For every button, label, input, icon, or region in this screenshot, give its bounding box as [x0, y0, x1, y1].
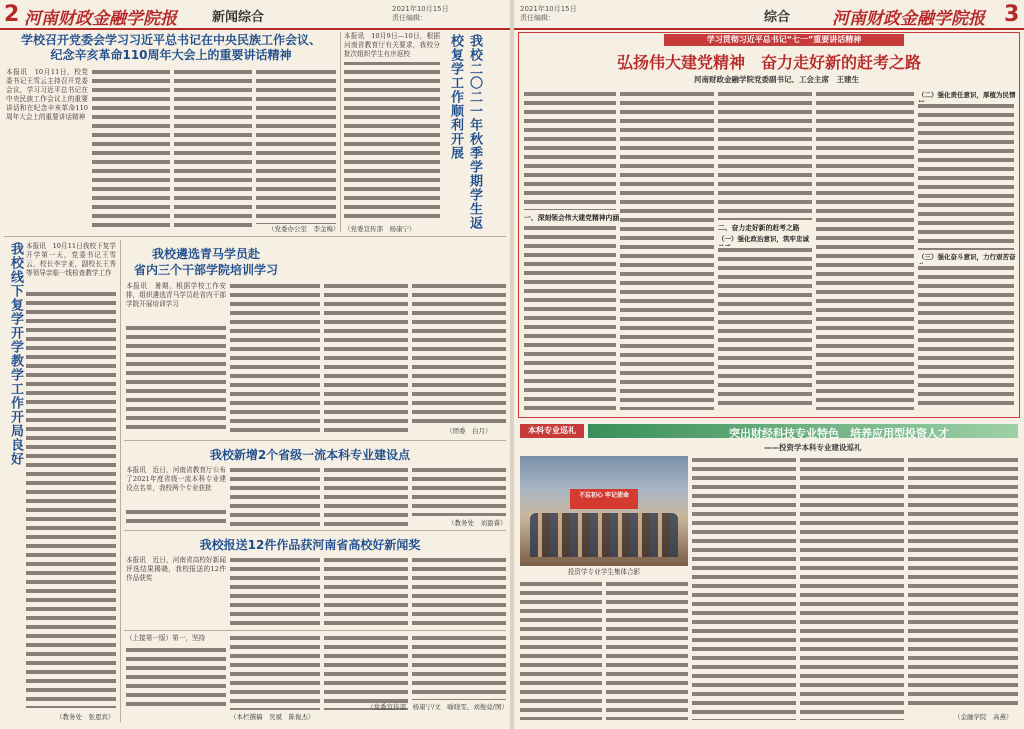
column-byline: （金融学院 高燕）	[954, 713, 1013, 721]
feature-body-col-3b	[718, 246, 812, 410]
majors-headline: 我校新增2个省级一流本科专业建设点	[209, 448, 411, 462]
left-section-title: 新闻综合	[212, 10, 265, 25]
awards-body-col-2	[230, 556, 320, 626]
feature-body-col-2	[620, 90, 714, 410]
majors-body-col-3	[324, 466, 408, 526]
photo-people	[530, 513, 678, 557]
right-section-title: 综合	[764, 10, 791, 25]
lead-body-col-4	[256, 68, 336, 224]
lead-body-col-3	[174, 68, 252, 232]
continued-body-col-1	[126, 646, 226, 710]
majors-body-col-1	[126, 508, 226, 526]
right-masthead	[514, 0, 1024, 30]
column-photo	[520, 456, 688, 566]
feature-banner: 学习贯彻习近平总书记“七一”重要讲话精神	[664, 34, 904, 46]
feature-subhead-1: 一、深刻领会伟大建党精神内涵	[524, 214, 620, 222]
right-page-number: 3	[1004, 2, 1020, 27]
column-body-col-2	[606, 580, 688, 720]
feature-headline: 弘扬伟大建党精神 奋力走好新的赶考之路	[616, 53, 921, 72]
training-body-col-1	[126, 324, 226, 434]
left-paper-name: 河南财政金融学院报	[24, 9, 177, 29]
awards-byline-2: （本栏撰稿 吴斌 陈俊杰）	[230, 713, 315, 721]
feature-body-col-4	[816, 90, 914, 410]
column-subhead: ——投资学本科专业建设巡礼	[764, 443, 862, 452]
right-paper-name: 河南财政金融学院报	[832, 9, 985, 29]
divider	[120, 240, 121, 722]
awards-byline-3: （党委宣传部 杨康宁/文 喻晓雯、刘俊竟/图）	[367, 703, 508, 711]
column-photo-caption: 投资学专业学生集体合影	[567, 568, 641, 576]
feature-body-col-5	[918, 102, 1014, 250]
feature-body-col-1	[524, 90, 616, 210]
training-body-col-3	[324, 282, 408, 434]
photo-banner: 不忘初心 牢记使命	[570, 489, 637, 509]
vertical-story-2-headline: 我校线下复学开学教学工作开局良好	[8, 242, 23, 466]
vertical-story-2-byline: （教务处 张恩宾）	[56, 713, 115, 721]
training-body-col-2	[230, 282, 320, 434]
vertical-story-2-body	[26, 290, 116, 708]
awards-body-col-4	[412, 556, 506, 626]
feature-subhead-3: （一）强化政治意识，筑牢忠诚	[718, 235, 809, 243]
left-page-number: 2	[4, 2, 20, 27]
left-page	[0, 0, 510, 729]
lead-byline: （党委办公室 李金梅）	[268, 225, 340, 233]
vertical-story-1-byline: （党委宣传部 杨康宁）	[344, 225, 416, 233]
feature-author: 河南财政金融学院党委副书记、工会主席 王建生	[694, 75, 859, 84]
majors-dateline: 本报讯 近日，河南省教育厅公布了2021年度省级一流本科专业建设点名单，我校两个专业获批	[126, 466, 226, 492]
awards-headline: 我校报送12件作品获河南省高校好新闻奖	[199, 538, 421, 552]
feature-subhead-5: （三）强化奋斗意识，力行艰苦奋	[918, 253, 1016, 261]
lead-body-col-2	[92, 68, 170, 232]
right-date-line: 2021年10月15日 责任编辑：	[520, 5, 577, 22]
training-body-col-4	[412, 282, 506, 424]
vertical-story-1-headline: 我校二〇二一年秋季学期学生返校复学工作顺利开展	[448, 34, 482, 230]
divider	[124, 530, 506, 531]
column-body-col-1	[520, 580, 602, 720]
right-page	[514, 0, 1024, 729]
feature-body-col-5b	[918, 264, 1014, 410]
feature-body-col-3	[718, 90, 812, 220]
feature-body-col-1b	[524, 224, 616, 410]
continued-body-col-2	[230, 634, 320, 710]
continued-body-col-3	[324, 634, 408, 710]
divider	[4, 236, 506, 237]
majors-body-col-4	[412, 466, 506, 516]
column-body-col-4	[800, 456, 904, 720]
left-date-line: 2021年10月15日 责任编辑：	[392, 5, 449, 22]
feature-subhead-2: 二、奋力走好新的赶考之路	[718, 224, 800, 232]
column-headline: 突出财经科技专业特色 培养应用型投资人才	[729, 427, 949, 440]
column-body-col-3	[692, 456, 796, 720]
divider	[340, 32, 341, 232]
awards-dateline: 本报讯 近日，河南省高校好新闻评选结果揭晓，我校报送的12件作品获奖	[126, 556, 226, 582]
feature-subhead-4: （二）强化责任意识，厚植为民情	[918, 91, 1016, 99]
column-tag: 本科专业巡礼	[520, 424, 584, 438]
vertical-story-2-dateline: 本报讯 10月11日我校下复学开学第一天，党委书记王雪云，校长李宇亚，副校长王秀等领导亲临一线检查教学工作	[26, 242, 116, 277]
continued-body-col-4	[412, 634, 506, 700]
left-masthead	[0, 0, 510, 30]
divider	[124, 630, 506, 631]
awards-body-col-3	[324, 556, 408, 626]
training-dateline: 本报讯 暑期，根据学校工作安排，组织遴选青马学员赴省内干部学院开展培训学习	[126, 282, 226, 308]
lead-headline: 学校召开党委会学习习近平总书记在中央民族工作会议、 纪念辛亥革命110周年大会上的重要讲话精神	[20, 33, 321, 62]
training-headline: 我校遴选青马学员赴 省内三个干部学院培训学习	[133, 247, 278, 277]
training-byline: （团委 白月）	[446, 427, 492, 435]
column-body-col-5	[908, 456, 1018, 710]
divider	[124, 440, 506, 441]
vertical-story-1-dateline: 本报讯 10月9日—10日，根据河南省教育厅有关要求，我校分批次组织学生有序返校	[344, 32, 440, 62]
majors-body-col-2	[230, 466, 320, 526]
majors-byline: （教务处 刘盈睿）	[448, 519, 507, 527]
lead-dateline: 本报讯 10月11日，校党委书记王雪云主持召开党委会议，学习习近平总书记在中央民族工作会议上的重要讲话和在纪念辛亥革命110周年大会上的重要讲话精神	[6, 68, 88, 121]
continued-note: （上接第一版）第一，坚持	[126, 634, 206, 642]
